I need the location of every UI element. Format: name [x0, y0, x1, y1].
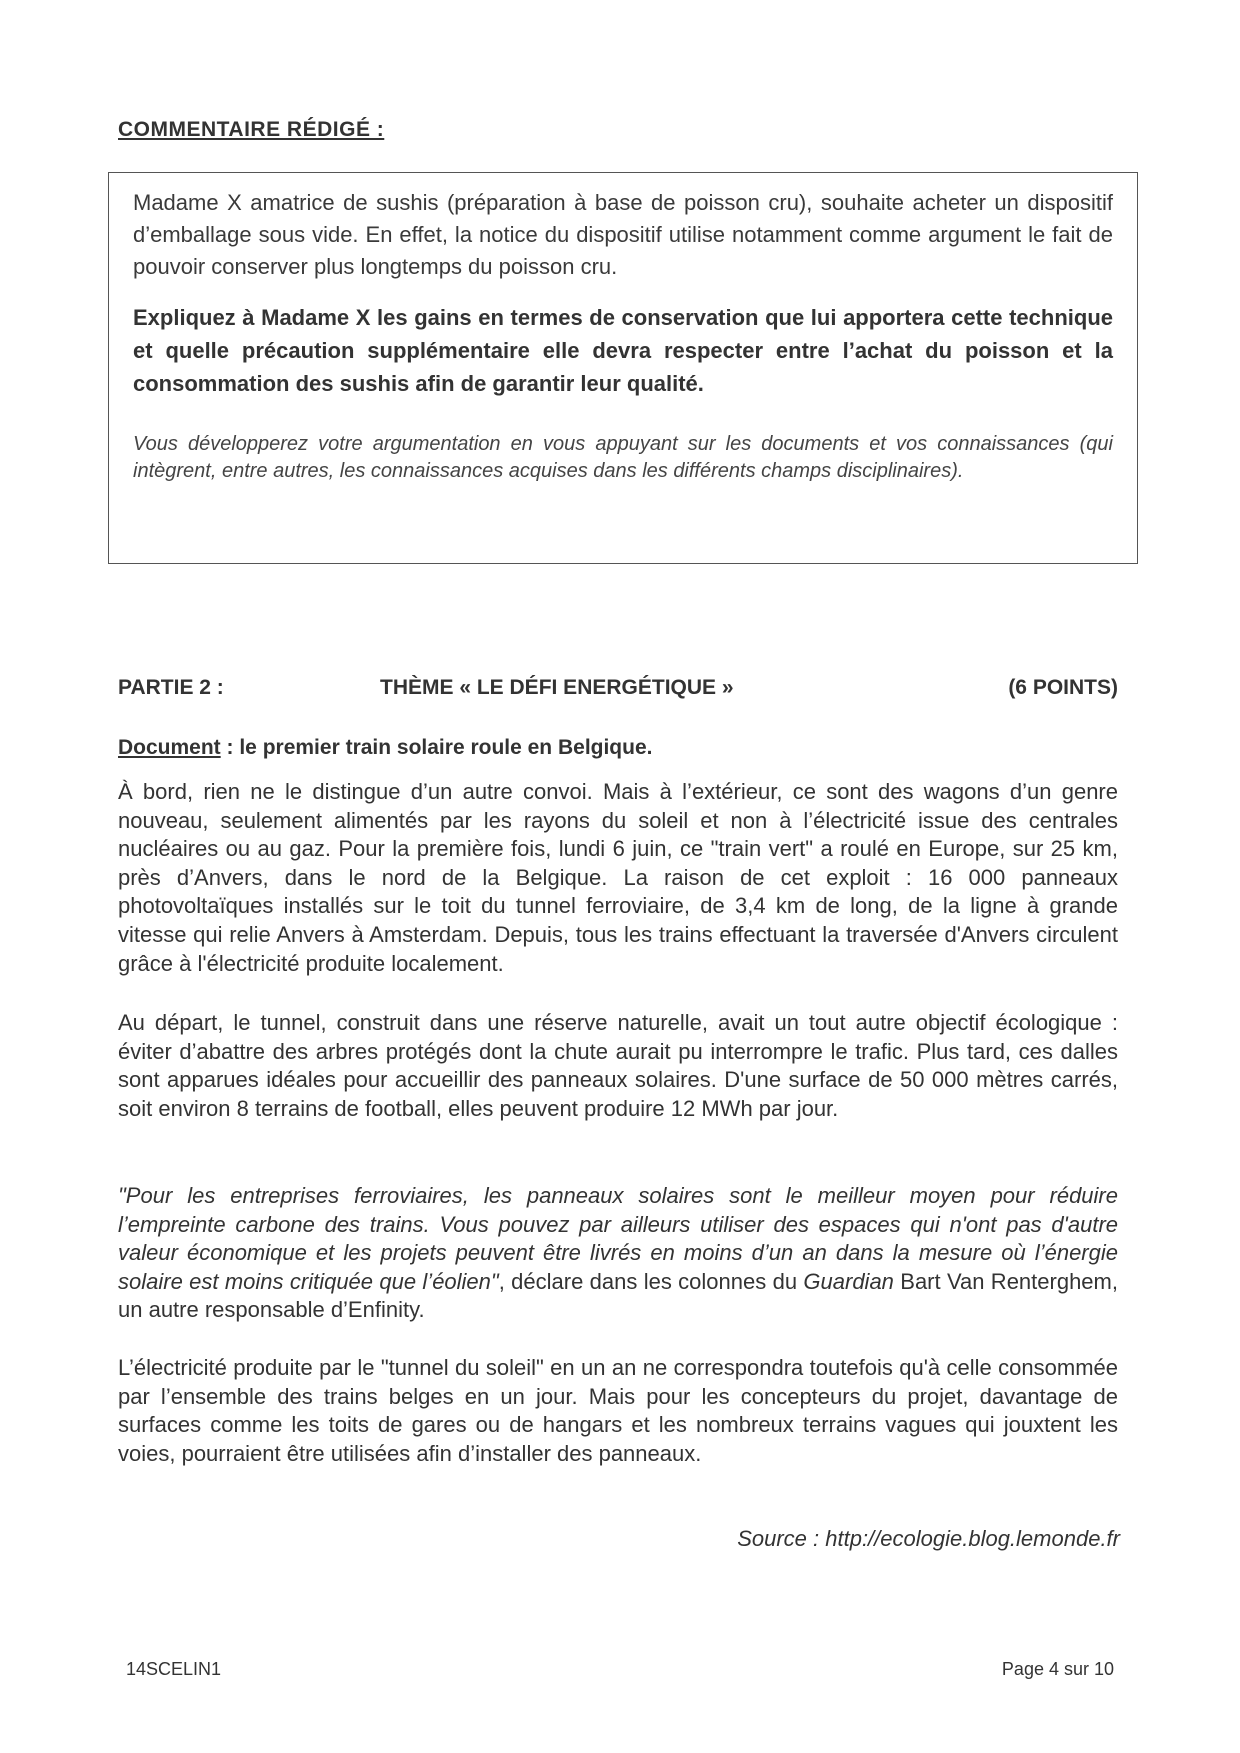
commentaire-title: COMMENTAIRE RÉDIGÉ :	[118, 118, 385, 141]
instruction-note: Vous développerez votre argumentation en vous appuyant sur les documents et vos connaissances (qui intègrent, entre autres, les connaissances acquises dans les différents champs disciplinaires).	[133, 433, 1113, 482]
document-heading	[118, 736, 652, 760]
instruction-box	[108, 172, 1138, 564]
instruction-question: Expliquez à Madame X les gains en termes de conservation que lui apportera cette technique et quelle précaution supplémentaire elle devra respecter entre l’achat du poisson et la consommation des sushis afin de garantir leur qualité.	[133, 305, 1113, 396]
instruction-intro: Madame X amatrice de sushis (préparation à base de poisson cru), souhaite acheter un dispositif d’emballage sous vide. En effet, la notice du dispositif utilise notamment comme argument le fait de pouvoir conserver plus longtemps du poisson cru.	[133, 190, 1113, 279]
document-label: Document	[118, 736, 221, 759]
quote-author: Bart Van Renterghem, un autre responsable d’Enfinity.	[118, 1268, 1118, 1323]
document-paragraph-2: Au départ, le tunnel, construit dans une réserve naturelle, avait un tout autre objectif écologique : éviter d’abattre des arbres protégés dont la chute aurait pu interrompre le trafic. Plus tard, ces dalles sont apparues idéales pour accueillir des panneaux solaires. D'une surface de 50 000 mètres carrés, soit environ 8 terrains de football, elles peuvent produire 12 MWh par jour.	[118, 1010, 1118, 1121]
document-source: Source : http://ecologie.blog.lemonde.fr	[737, 1526, 1120, 1551]
quote-attribution: , déclare dans les colonnes du	[498, 1268, 804, 1294]
journal-name: Guardian	[803, 1268, 894, 1294]
quote-text: "Pour les entreprises ferroviaires, les panneaux solaires sont le meilleur moyen pour réduire l’empreinte carbone des trains. Vous pouvez par ailleurs utiliser des espaces qui n'ont pas d'autre valeur économique et les projets peuvent être livrés en moins d’un an dans la mesure où l’énergie solaire est moins critiquée que l’éolien"	[118, 1183, 1118, 1294]
document-paragraph-3	[118, 1182, 1118, 1325]
footer-page-number: Page 4 sur 10	[1001, 1659, 1114, 1679]
footer-code: 14SCELIN1	[126, 1659, 222, 1679]
partie-header	[118, 676, 1118, 706]
partie-theme: THÈME « LE DÉFI ENERGÉTIQUE »	[380, 676, 734, 699]
document-paragraph-4: L’électricité produite par le "tunnel du soleil" en un an ne correspondra toutefois qu'à celle consommée par l’ensemble des trains belges en un jour. Mais pour les concepteurs du projet, davantage de surfaces comme les toits de gares ou de hangars et les nombreux terrains vagues qui jouxtent les voies, pourraient être utilisées afin d’installer des panneaux.	[118, 1355, 1118, 1466]
partie-label: PARTIE 2 :	[118, 676, 224, 699]
document-title: : le premier train solaire roule en Belgique.	[220, 736, 653, 759]
partie-points: (6 POINTS)	[1008, 676, 1118, 699]
document-paragraph-1: À bord, rien ne le distingue d’un autre convoi. Mais à l’extérieur, ce sont des wagons d’un genre nouveau, seulement alimentés par les rayons du soleil et non à l’électricité issue des centrales nucléaires ou au gaz. Pour la première fois, lundi 6 juin, ce "train vert" a roulé en Europe, sur 25 km, près d’Anvers, dans le nord de la Belgique. La raison de cet exploit : 16 000 panneaux photovoltaïques installés sur le toit du tunnel ferroviaire, de 3,4 km de long, de la ligne à grande vitesse qui relie Anvers à Amsterdam. Depuis, tous les trains effectuant la traversée d'Anvers circulent grâce à l'électricité produite localement.	[118, 779, 1118, 976]
